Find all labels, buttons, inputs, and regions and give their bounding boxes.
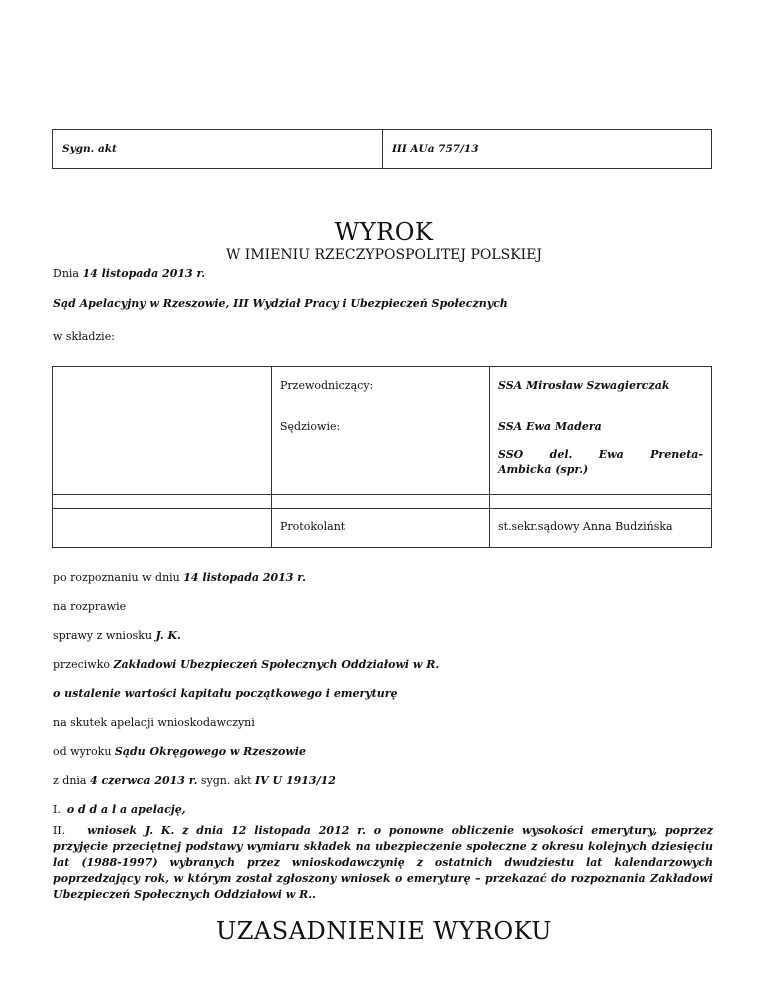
ruling-item-1-number: I. (53, 803, 61, 816)
case-number-value: III AUa 757/13 (392, 143, 479, 155)
respondent-line (53, 658, 439, 672)
document-subtitle: W IMIENIU RZECZYPOSPOLITEJ POLSKIEJ (225, 247, 543, 263)
hearing-date-line (53, 571, 306, 585)
lower-judgment-line (53, 774, 336, 788)
panel-composition-table (52, 366, 712, 548)
hearing-date-prefix: po rozpoznaniu w dniu (53, 571, 184, 584)
court-name: Sąd Apelacyjny w Rzeszowie, III Wydział Pracy i Ubezpieczeń Społecznych (53, 297, 508, 310)
lower-court-prefix: od wyroku (53, 745, 115, 758)
table-divider (271, 367, 272, 547)
judge-name: SSA Ewa Madera (498, 420, 602, 433)
table-divider (489, 367, 490, 547)
lower-court-name: Sądu Okręgowego w Rzeszowie (114, 745, 306, 758)
lower-judgment-mid: sygn. akt (197, 774, 256, 787)
judgment-date: 14 listopada 2013 r. (82, 267, 206, 280)
case-number-table (52, 129, 712, 169)
appeal-line: na skutek apelacji wnioskodawczyni (53, 716, 255, 729)
lower-judgment-number: IV U 1913/12 (255, 774, 336, 787)
chair-label: Przewodniczący: (280, 379, 374, 392)
judgment-date-prefix: Dnia (53, 267, 83, 280)
case-number-label: Sygn. akt (53, 130, 383, 168)
ruling-item-1 (53, 803, 186, 817)
respondent-name: Zakładowi Ubezpieczeń Społecznych Oddziałowi w R. (113, 658, 440, 671)
judge-name-line2: Ambicka (spr.) (498, 463, 589, 476)
hearing-type: na rozprawie (53, 600, 127, 613)
chair-name: SSA Mirosław Szwagierczak (498, 379, 670, 392)
judges-label: Sędziowie: (280, 420, 341, 433)
lower-judgment-prefix: z dnia (53, 774, 90, 787)
case-subject: o ustalenie wartości kapitału początkowego i emeryturę (53, 687, 398, 700)
clerk-label: Protokolant (280, 520, 346, 533)
ruling-item-2-number: II. (53, 824, 66, 837)
applicant-name: J. K. (155, 629, 181, 642)
judgment-date-line (53, 267, 205, 281)
ruling-item-2 (53, 823, 713, 903)
composition-label: w składzie: (53, 330, 115, 343)
lower-judgment-date: 4 czerwca 2013 r. (90, 774, 198, 787)
lower-court-line (53, 745, 306, 759)
hearing-date: 14 listopada 2013 r. (183, 571, 306, 584)
ruling-item-2-text: wniosek J. K. z dnia 12 listopada 2012 r. o ponowne obliczenie wysokości emerytury, poprzez przyjęcie przeciętnej podstawy wymiaru składek na ubezpieczenie społeczne z okresu kolejnych dziesięciu lat (1988-1997) wybranych przez wnioskodawczynię z ostatnich dwudziestu lat kalendarzowych poprzedzający rok, w którym został zgłoszony wniosek o emeryturę – przekazać do rozpoznania Zakładowi Ubezpieczeń Społecznych Oddziałowi w R.. (53, 824, 713, 901)
respondent-prefix: przeciwko (53, 658, 114, 671)
clerk-name: st.sekr.sądowy Anna Budzińska (498, 520, 673, 533)
ruling-item-1-text: o d d a l a apelację, (66, 803, 186, 816)
table-divider (53, 494, 711, 495)
table-divider (53, 508, 711, 509)
justification-title: UZASADNIENIE WYROKU (216, 917, 552, 945)
applicant-prefix: sprawy z wniosku (53, 629, 156, 642)
judge-name-line1: SSO del. Ewa Preneta- (498, 448, 703, 461)
applicant-line (53, 629, 181, 643)
document-title: WYROK (334, 218, 434, 246)
